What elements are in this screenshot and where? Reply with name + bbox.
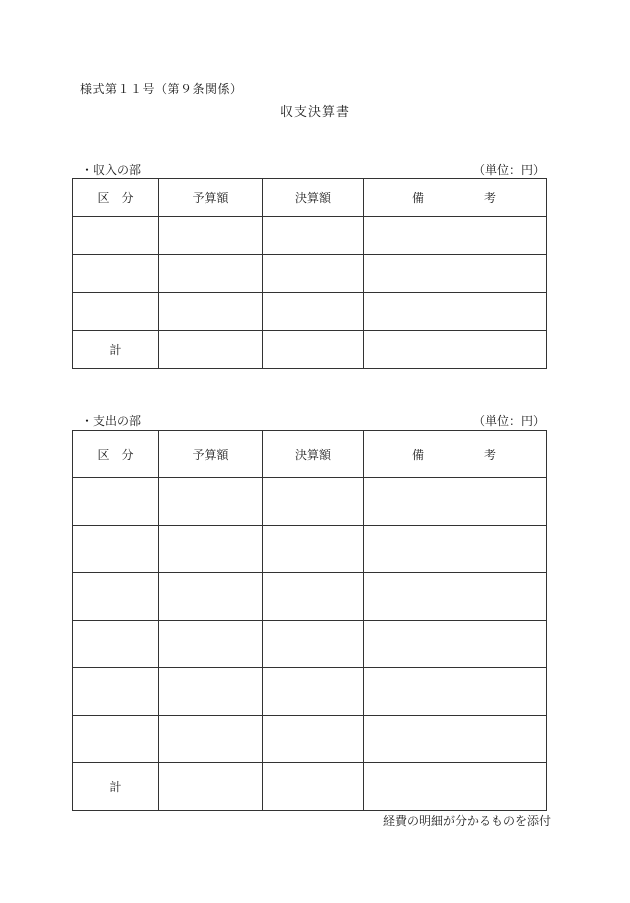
income-total-label: 計 <box>73 331 159 369</box>
table-row <box>73 573 547 621</box>
income-cell-budget[interactable] <box>159 255 263 293</box>
income-section-header <box>73 161 545 177</box>
expense-cell-budget[interactable] <box>159 668 263 716</box>
expense-section-title: ・支出の部 <box>81 414 142 428</box>
income-total-settlement[interactable] <box>263 331 364 369</box>
income-cell-remarks[interactable] <box>364 255 547 293</box>
expense-cell-category[interactable] <box>73 573 159 621</box>
expense-cell-remarks[interactable] <box>364 573 547 621</box>
expense-cell-settlement[interactable] <box>263 478 364 526</box>
income-cell-category[interactable] <box>73 217 159 255</box>
expense-total-budget[interactable] <box>159 763 263 811</box>
expense-remarks-char-2: 考 <box>483 447 496 462</box>
table-row <box>73 217 547 255</box>
income-cell-settlement[interactable] <box>263 255 364 293</box>
expense-total-row <box>73 763 547 811</box>
income-cell-settlement[interactable] <box>263 217 364 255</box>
income-col-budget: 予算額 <box>159 179 263 217</box>
income-unit-label: （単位：円） <box>472 163 545 177</box>
table-row <box>73 620 547 668</box>
income-col-remarks <box>364 179 547 217</box>
expense-cell-category[interactable] <box>73 478 159 526</box>
expense-cell-budget[interactable] <box>159 525 263 573</box>
income-cell-remarks[interactable] <box>364 293 547 331</box>
income-col-settlement: 決算額 <box>263 179 364 217</box>
income-col-category: 区 分 <box>73 179 159 217</box>
income-cell-category[interactable] <box>73 255 159 293</box>
expense-cell-settlement[interactable] <box>263 525 364 573</box>
expense-cell-settlement[interactable] <box>263 715 364 763</box>
attachment-note: 経費の明細が分かるものを添付 <box>382 814 551 828</box>
expense-cell-remarks[interactable] <box>364 620 547 668</box>
expense-cell-remarks[interactable] <box>364 668 547 716</box>
expense-total-settlement[interactable] <box>263 763 364 811</box>
income-total-row <box>73 331 547 369</box>
expense-table <box>72 430 547 811</box>
expense-cell-budget[interactable] <box>159 620 263 668</box>
expense-col-budget: 予算額 <box>159 431 263 478</box>
expense-cell-remarks[interactable] <box>364 715 547 763</box>
expense-unit-label: （単位：円） <box>472 414 545 428</box>
expense-cell-category[interactable] <box>73 620 159 668</box>
income-cell-settlement[interactable] <box>263 293 364 331</box>
income-cell-remarks[interactable] <box>364 217 547 255</box>
income-cell-category[interactable] <box>73 293 159 331</box>
expense-header-row <box>73 431 547 478</box>
expense-remarks-char-1: 備 <box>412 447 425 462</box>
income-total-budget[interactable] <box>159 331 263 369</box>
expense-col-remarks <box>364 431 547 478</box>
document-title: 収支決算書 <box>279 105 350 120</box>
expense-cell-remarks[interactable] <box>364 478 547 526</box>
expense-cell-settlement[interactable] <box>263 573 364 621</box>
income-total-remarks[interactable] <box>364 331 547 369</box>
expense-cell-category[interactable] <box>73 525 159 573</box>
income-cell-budget[interactable] <box>159 293 263 331</box>
table-row <box>73 525 547 573</box>
table-row <box>73 715 547 763</box>
expense-cell-budget[interactable] <box>159 478 263 526</box>
expense-col-settlement: 決算額 <box>263 431 364 478</box>
income-remarks-char-2: 考 <box>483 191 496 205</box>
expense-cell-category[interactable] <box>73 668 159 716</box>
income-table <box>72 178 547 369</box>
income-remarks-char-1: 備 <box>412 191 425 205</box>
income-header-row <box>73 179 547 217</box>
income-section-title: ・収入の部 <box>81 163 142 177</box>
form-number: 様式第１１号（第９条関係） <box>80 82 243 96</box>
expense-cell-category[interactable] <box>73 715 159 763</box>
income-cell-budget[interactable] <box>159 217 263 255</box>
expense-section-header <box>73 412 545 428</box>
expense-total-remarks[interactable] <box>364 763 547 811</box>
expense-cell-settlement[interactable] <box>263 668 364 716</box>
table-row <box>73 255 547 293</box>
expense-cell-remarks[interactable] <box>364 525 547 573</box>
expense-cell-budget[interactable] <box>159 715 263 763</box>
expense-cell-settlement[interactable] <box>263 620 364 668</box>
expense-col-category: 区 分 <box>73 431 159 478</box>
table-row <box>73 668 547 716</box>
expense-total-label: 計 <box>73 763 159 811</box>
table-row <box>73 293 547 331</box>
table-row <box>73 478 547 526</box>
expense-cell-budget[interactable] <box>159 573 263 621</box>
